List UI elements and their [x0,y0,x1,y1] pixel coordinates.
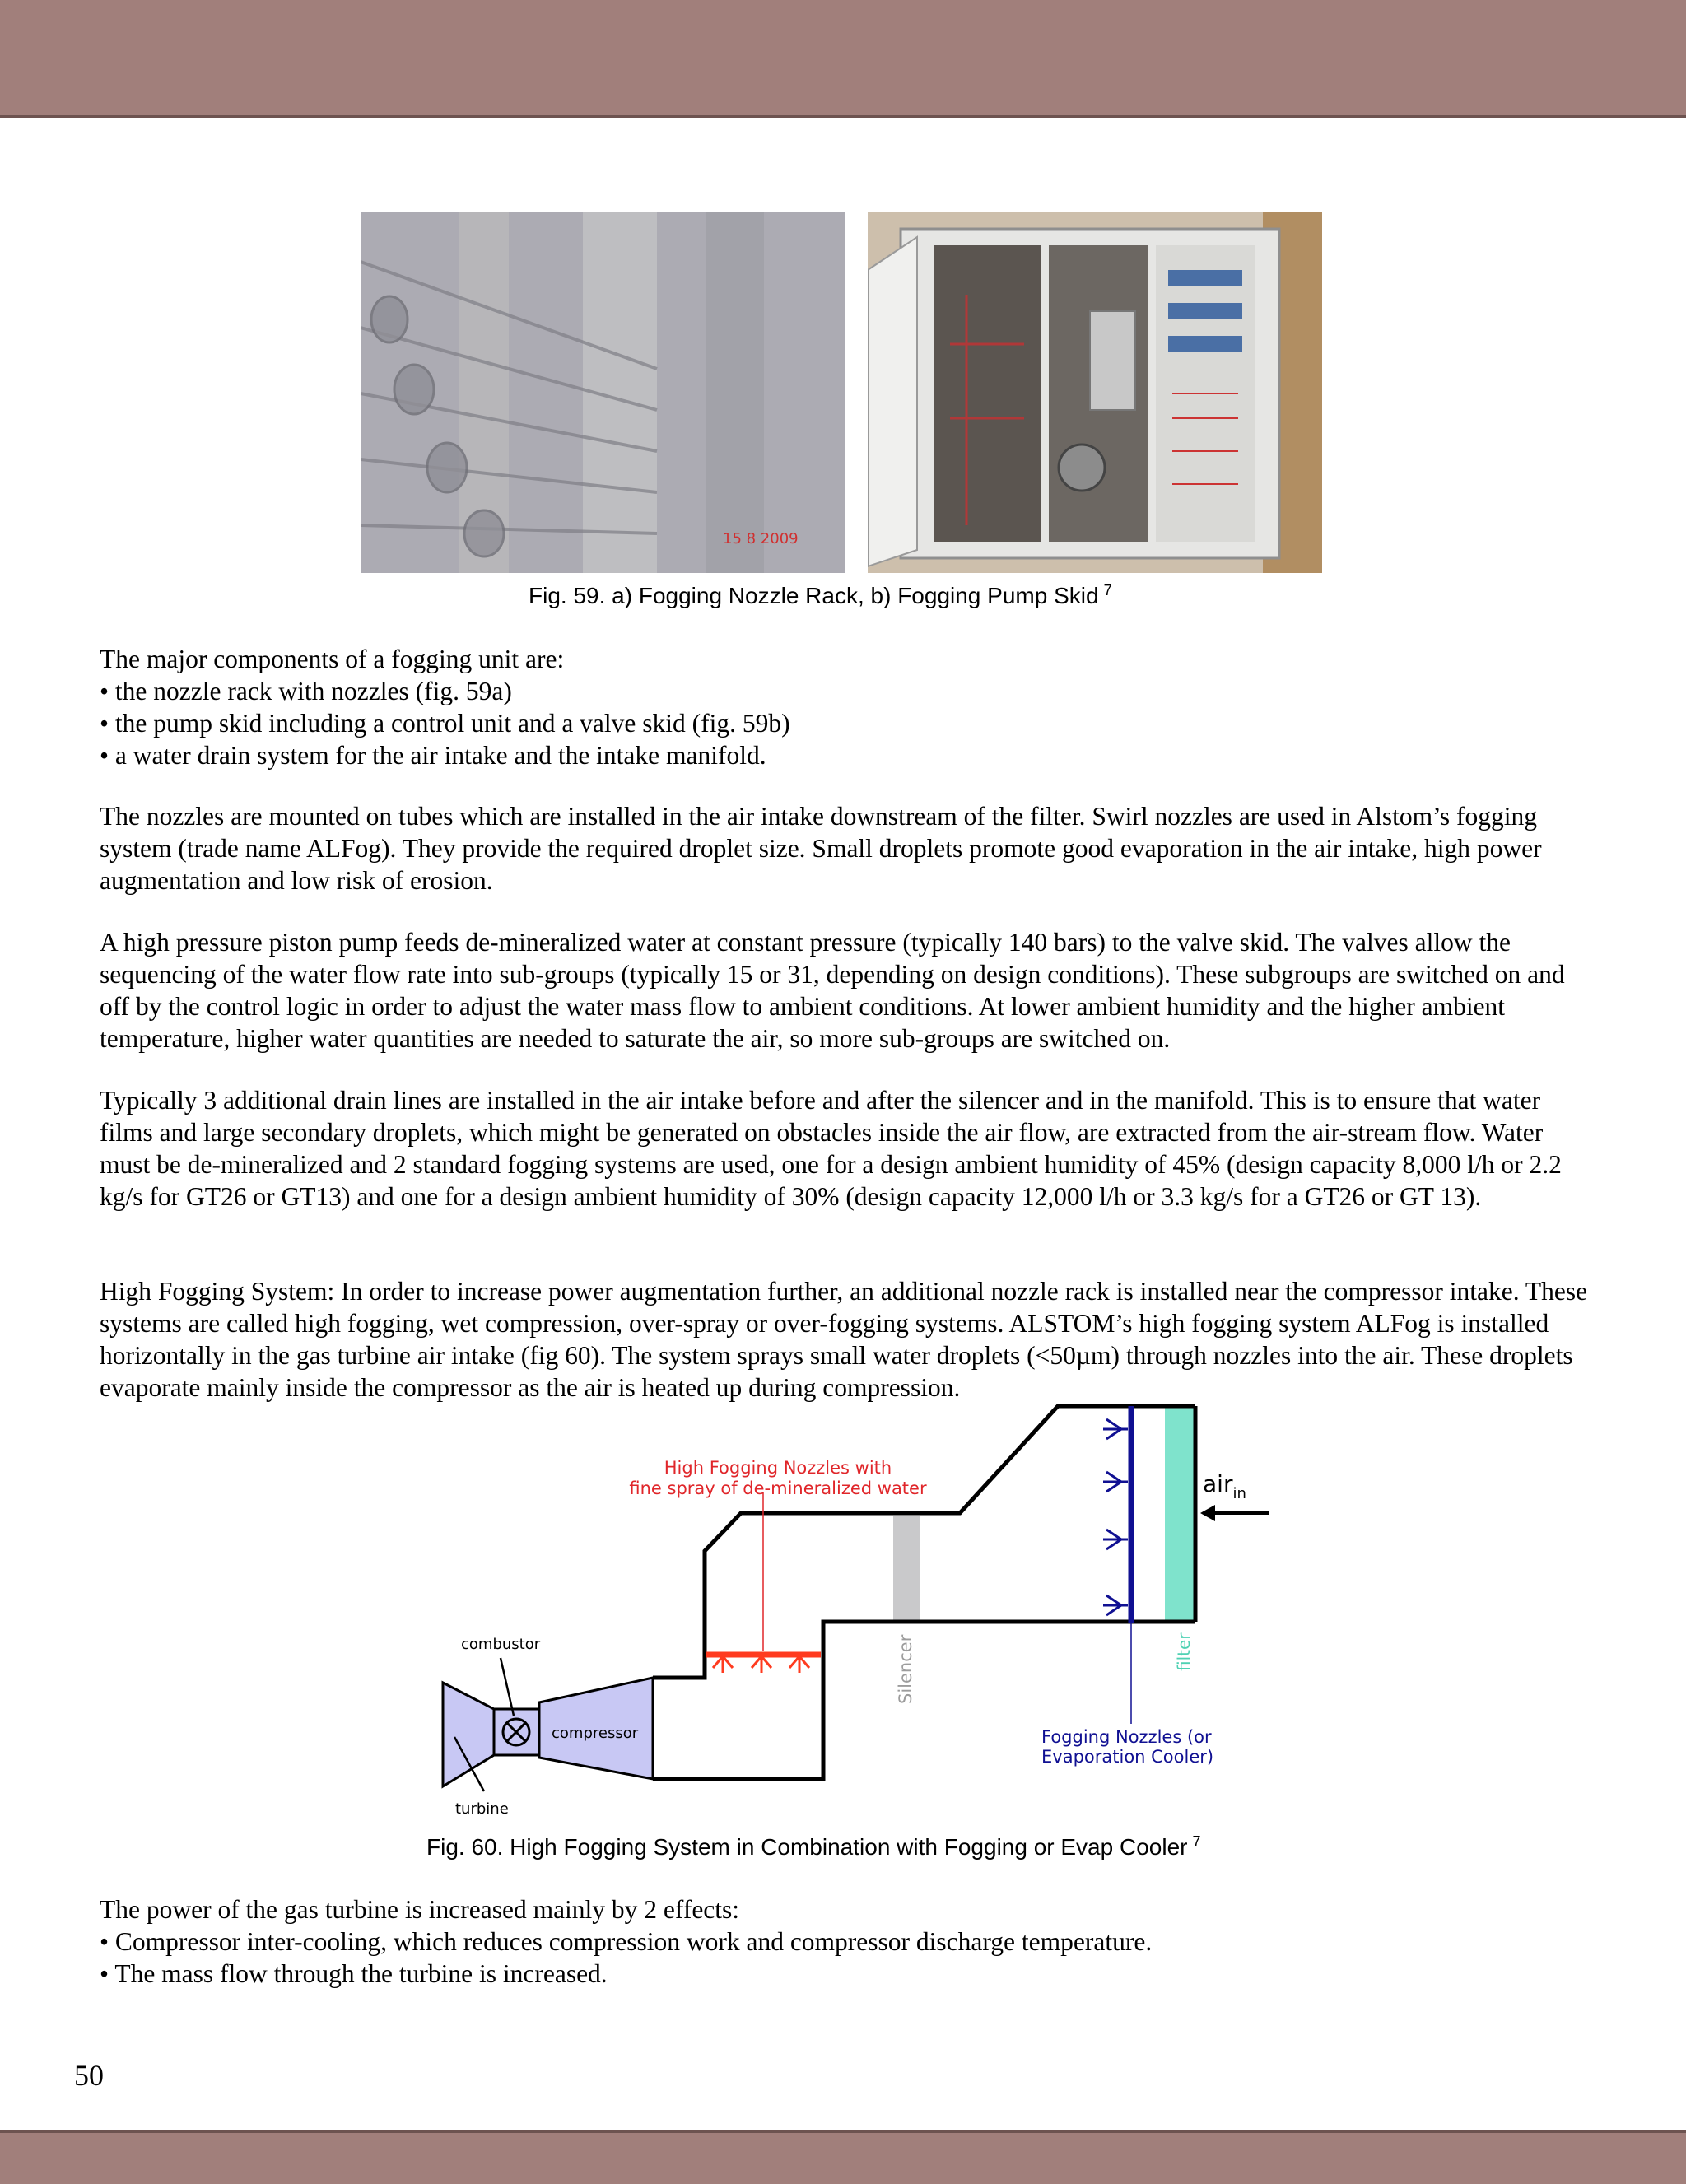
fig60-caption [426,1834,1200,1860]
paragraph-drain [100,1084,1598,1213]
components-intro: The major components of a fogging unit are: [100,645,565,673]
effects-intro: The power of the gas turbine is increased mainly by 2 effects: [100,1895,740,1924]
filter-label: filter [1174,1632,1194,1671]
high-fogging-schematic [412,1399,1317,1828]
paragraph-high-fogging-text: High Fogging System: In order to increase power augmentation further, an additional nozzle rack is installed near the compressor intake. These systems are called high fogging, wet compression, over-spray or over-fogging systems. ALSTOM’s high fogging system ALFog is installed horizontally in the gas turbine air intake (fig 60). The system sprays small water droplets (<50µm) through nozzles into the air. These droplets evaporate mainly inside the compressor as the air is heated up during compression. [100,1277,1588,1402]
paragraph-nozzles-text: The nozzles are mounted on tubes which are installed in the air intake downstream of the filter. Swirl nozzles are used in Alstom’s fogging system (trade name ALFog). They provide the required droplet size. Small droplets promote good evaporation in the air intake, high power augmentation and low risk of erosion. [100,802,1542,895]
fogging-nozzles [1103,1419,1128,1615]
fig60-ref: 7 [1192,1833,1201,1850]
turbine-shape [443,1683,494,1786]
nozzle-rack-illustration [361,212,845,573]
fig59-caption [529,583,1112,609]
page-number: 50 [74,2059,104,2092]
air-label-text: air [1203,1470,1233,1497]
compressor-label: compressor [552,1725,639,1742]
pump-skid-illustration [868,212,1322,573]
list-item: • a water drain system for the air intake and the intake manifold. [100,741,766,770]
effects-list [100,1893,1598,1990]
air-label-sub: in [1232,1485,1246,1502]
high-fogging-nozzles [713,1656,809,1673]
paragraph-pump-text: A high pressure piston pump feeds de-mineralized water at constant pressure (typically 140 bars) to the valve skid. The valves allow the sequencing of the water flow rate into sub-groups (typically 15 or 31, depending on design conditions). These subgroups are switched on and off by the control logic in order to adjust the water mass flow to ambient conditions. At lower ambient humidity and the higher ambient temperature, higher water quantities are needed to saturate the air, so more sub-groups are switched on. [100,928,1565,1053]
turbine-label: turbine [455,1800,509,1818]
paragraph-pump [100,926,1598,1055]
paragraph-drain-text: Typically 3 additional drain lines are installed in the air intake before and after the silencer and in the manifold. This is to ensure that water films and large secondary droplets, which might be generated on obstacles inside the air flow, are extracted from the air-stream flow. Water must be de-mineralized and 2 standard fogging systems are used, one for a design ambient humidity of 45% (design capacity 8,000 l/h or 2.2 kg/s for GT26 or GT13) and one for a design ambient humidity of 30% (design capacity 12,000 l/h or 3.3 kg/s for a GT26 or GT 13). [100,1086,1562,1211]
pump-skid-photo [868,212,1322,573]
components-list [100,643,1598,771]
list-item: • Compressor inter-cooling, which reduces compression work and compressor discharge temperature. [100,1927,1153,1956]
silencer-label: Silencer [896,1634,915,1704]
fig59-ref: 7 [1103,582,1112,598]
high-fogging-diagram [412,1399,1317,1828]
list-item: • the pump skid including a control unit and a valve skid (fig. 59b) [100,709,790,738]
list-item: • the nozzle rack with nozzles (fig. 59a) [100,677,512,705]
fogging-label-line2: Evaporation Cooler) [1041,1747,1214,1767]
filter-block [1165,1408,1196,1622]
footer-band [0,2130,1686,2184]
list-item: • The mass flow through the turbine is increased. [100,1959,608,1988]
photo-date-stamp: 15 8 2009 [723,530,799,547]
paragraph-high-fogging [100,1275,1598,1404]
paragraph-nozzles [100,800,1598,896]
nozzle-rack-photo [361,212,845,573]
fig59-caption-text: Fig. 59. a) Fogging Nozzle Rack, b) Fogging Pump Skid [529,583,1099,608]
fogging-label-line1: Fogging Nozzles (or [1041,1727,1212,1747]
high-fogging-label-line1: High Fogging Nozzles with [664,1458,892,1478]
silencer-block [893,1516,920,1622]
high-fogging-label-line2: fine spray of de-mineralized water [629,1479,927,1498]
air-label [1203,1470,1246,1502]
combustor-label: combustor [461,1636,541,1653]
fig60-caption-text: Fig. 60. High Fogging System in Combination with Fogging or Evap Cooler [426,1834,1188,1860]
header-band [0,0,1686,118]
